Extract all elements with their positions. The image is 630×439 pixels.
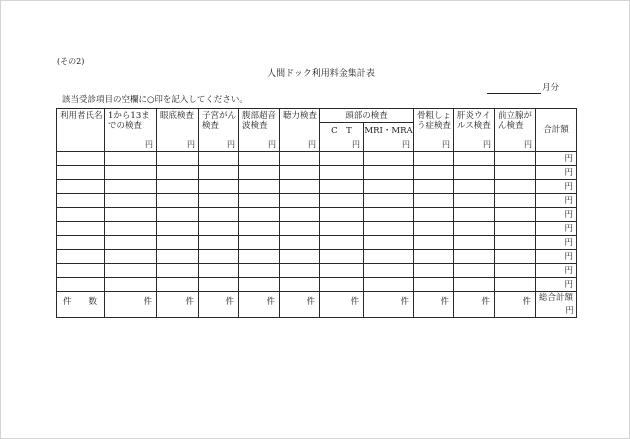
cell-osteoporosis bbox=[414, 166, 454, 180]
col-header-prostate-cancer bbox=[495, 109, 536, 152]
row-yen-unit: 円 bbox=[564, 181, 574, 192]
yen-unit: 円 bbox=[524, 140, 533, 149]
cell-hepatitis-virus bbox=[454, 264, 495, 278]
cell-hepatitis-virus bbox=[454, 236, 495, 250]
count-prostate-cancer bbox=[495, 292, 536, 318]
cell-head-ct bbox=[320, 166, 364, 180]
cell-total bbox=[536, 194, 577, 208]
cell-hearing bbox=[280, 166, 320, 180]
cell-fundus bbox=[157, 278, 199, 292]
cell-hepatitis-virus bbox=[454, 278, 495, 292]
cell-hearing bbox=[280, 194, 320, 208]
table-row bbox=[57, 194, 577, 208]
count-head-mri bbox=[364, 292, 414, 318]
cell-osteoporosis bbox=[414, 264, 454, 278]
cell-prostate-cancer bbox=[495, 278, 536, 292]
cell-name bbox=[57, 264, 105, 278]
cell-osteoporosis bbox=[414, 236, 454, 250]
cell-total bbox=[536, 278, 577, 292]
count-unit: 件 bbox=[400, 297, 410, 307]
cell-exam-1-13 bbox=[105, 250, 157, 264]
col-header-head-mri-label: MRI・MRA bbox=[364, 126, 413, 136]
col-header-abdominal-ultrasound bbox=[239, 109, 280, 152]
cell-osteoporosis bbox=[414, 194, 454, 208]
yen-unit: 円 bbox=[227, 140, 235, 149]
month-field bbox=[487, 83, 559, 94]
cell-head-mri bbox=[364, 152, 414, 166]
cell-osteoporosis bbox=[414, 180, 454, 194]
cell-fundus bbox=[157, 194, 199, 208]
cell-hearing bbox=[280, 236, 320, 250]
cell-hepatitis-virus bbox=[454, 222, 495, 236]
cell-prostate-cancer bbox=[495, 264, 536, 278]
cell-hearing bbox=[280, 180, 320, 194]
cell-head-ct bbox=[320, 222, 364, 236]
col-header-hepatitis-virus bbox=[454, 109, 495, 152]
cell-prostate-cancer bbox=[495, 222, 536, 236]
cell-hepatitis-virus bbox=[454, 152, 495, 166]
grand-total-cell bbox=[536, 292, 577, 318]
cell-prostate-cancer bbox=[495, 236, 536, 250]
cell-uterine-cancer bbox=[199, 180, 239, 194]
table-row bbox=[57, 236, 577, 250]
cell-fundus bbox=[157, 264, 199, 278]
cell-fundus bbox=[157, 250, 199, 264]
cell-abdominal-ultrasound bbox=[239, 180, 280, 194]
cell-head-mri bbox=[364, 180, 414, 194]
count-unit: 件 bbox=[143, 297, 152, 307]
cell-prostate-cancer bbox=[495, 152, 536, 166]
count-unit: 件 bbox=[522, 297, 532, 307]
cell-total bbox=[536, 166, 577, 180]
col-header-exam-1-13 bbox=[105, 109, 157, 152]
cell-hearing bbox=[280, 250, 320, 264]
col-header-fundus bbox=[157, 109, 199, 152]
instruction-text: 該当受診項目の空欄に○印を記入してください。 bbox=[62, 95, 248, 105]
cell-name bbox=[57, 236, 105, 250]
count-fundus bbox=[157, 292, 199, 318]
cell-head-ct bbox=[320, 194, 364, 208]
cell-uterine-cancer bbox=[199, 264, 239, 278]
cell-uterine-cancer bbox=[199, 236, 239, 250]
cell-exam-1-13 bbox=[105, 180, 157, 194]
cell-hepatitis-virus bbox=[454, 194, 495, 208]
cell-head-mri bbox=[364, 250, 414, 264]
count-abdominal-ultrasound bbox=[239, 292, 280, 318]
cell-head-mri bbox=[364, 236, 414, 250]
row-yen-unit: 円 bbox=[564, 279, 574, 290]
col-header-head-ct-label: C T bbox=[331, 126, 352, 136]
cell-osteoporosis bbox=[414, 222, 454, 236]
cell-name bbox=[57, 222, 105, 236]
count-unit: 件 bbox=[185, 297, 194, 307]
part-label: (その2) bbox=[57, 57, 85, 66]
count-unit: 件 bbox=[266, 297, 275, 307]
count-row bbox=[57, 292, 577, 318]
cell-exam-1-13 bbox=[105, 222, 157, 236]
table-row bbox=[57, 166, 577, 180]
cell-uterine-cancer bbox=[199, 152, 239, 166]
cell-head-ct bbox=[320, 180, 364, 194]
col-header-head-mri bbox=[364, 123, 414, 152]
cell-name bbox=[57, 180, 105, 194]
cell-total bbox=[536, 180, 577, 194]
col-header-name bbox=[57, 109, 105, 152]
cell-total bbox=[536, 208, 577, 222]
cell-exam-1-13 bbox=[105, 236, 157, 250]
cell-prostate-cancer bbox=[495, 166, 536, 180]
cell-osteoporosis bbox=[414, 152, 454, 166]
header-row bbox=[57, 109, 577, 123]
cell-uterine-cancer bbox=[199, 208, 239, 222]
cell-hepatitis-virus bbox=[454, 250, 495, 264]
cell-fundus bbox=[157, 222, 199, 236]
cell-name bbox=[57, 166, 105, 180]
row-yen-unit: 円 bbox=[564, 237, 574, 248]
cell-prostate-cancer bbox=[495, 180, 536, 194]
cell-abdominal-ultrasound bbox=[239, 278, 280, 292]
count-uterine-cancer bbox=[199, 292, 239, 318]
grand-total-unit: 円 bbox=[565, 306, 575, 316]
cell-name bbox=[57, 250, 105, 264]
cell-exam-1-13 bbox=[105, 264, 157, 278]
page-title: 人間ドック利用料金集計表 bbox=[267, 69, 375, 79]
fee-summary-table bbox=[56, 108, 577, 318]
count-hepatitis-virus bbox=[454, 292, 495, 318]
cell-uterine-cancer bbox=[199, 222, 239, 236]
cell-name bbox=[57, 278, 105, 292]
yen-unit: 円 bbox=[402, 140, 411, 149]
yen-unit: 円 bbox=[145, 140, 153, 149]
cell-fundus bbox=[157, 166, 199, 180]
cell-fundus bbox=[157, 236, 199, 250]
cell-head-mri bbox=[364, 264, 414, 278]
yen-unit: 円 bbox=[187, 140, 195, 149]
table-row bbox=[57, 180, 577, 194]
cell-head-ct bbox=[320, 250, 364, 264]
cell-fundus bbox=[157, 180, 199, 194]
cell-name bbox=[57, 208, 105, 222]
cell-head-mri bbox=[364, 278, 414, 292]
count-unit: 件 bbox=[350, 297, 359, 307]
cell-prostate-cancer bbox=[495, 250, 536, 264]
cell-exam-1-13 bbox=[105, 166, 157, 180]
cell-abdominal-ultrasound bbox=[239, 236, 280, 250]
cell-total bbox=[536, 152, 577, 166]
col-header-hearing bbox=[280, 109, 320, 152]
cell-abdominal-ultrasound bbox=[239, 208, 280, 222]
cell-hepatitis-virus bbox=[454, 166, 495, 180]
cell-total bbox=[536, 264, 577, 278]
cell-name bbox=[57, 152, 105, 166]
cell-uterine-cancer bbox=[199, 278, 239, 292]
cell-fundus bbox=[157, 208, 199, 222]
cell-head-ct bbox=[320, 236, 364, 250]
cell-prostate-cancer bbox=[495, 194, 536, 208]
count-label-cell bbox=[57, 292, 105, 318]
yen-unit: 円 bbox=[352, 140, 360, 149]
count-head-ct bbox=[320, 292, 364, 318]
table-row bbox=[57, 250, 577, 264]
col-header-name-label: 利用者氏名 bbox=[60, 111, 103, 121]
cell-head-mri bbox=[364, 222, 414, 236]
col-header-uterine-cancer-label: 子宮がん検査 bbox=[202, 111, 237, 131]
table-row bbox=[57, 278, 577, 292]
month-suffix: 月分 bbox=[542, 83, 560, 93]
grand-total-label: 総合計額 bbox=[539, 293, 574, 303]
cell-hearing bbox=[280, 208, 320, 222]
table-row bbox=[57, 222, 577, 236]
cell-osteoporosis bbox=[414, 208, 454, 222]
cell-exam-1-13 bbox=[105, 152, 157, 166]
cell-abdominal-ultrasound bbox=[239, 152, 280, 166]
row-yen-unit: 円 bbox=[564, 223, 574, 234]
cell-head-ct bbox=[320, 152, 364, 166]
col-header-head-label: 頭部の検査 bbox=[345, 110, 388, 121]
col-header-head-ct bbox=[320, 123, 364, 152]
col-header-osteoporosis-label: 骨粗しょう症検査 bbox=[417, 111, 452, 131]
cell-uterine-cancer bbox=[199, 250, 239, 264]
col-header-total bbox=[536, 109, 577, 152]
cell-hepatitis-virus bbox=[454, 180, 495, 194]
col-header-fundus-label: 眼底検査 bbox=[160, 111, 195, 121]
cell-exam-1-13 bbox=[105, 208, 157, 222]
yen-unit: 円 bbox=[308, 140, 316, 149]
col-header-hearing-label: 聴力検査 bbox=[283, 111, 318, 121]
count-unit: 件 bbox=[481, 297, 491, 307]
cell-head-mri bbox=[364, 166, 414, 180]
cell-total bbox=[536, 222, 577, 236]
row-yen-unit: 円 bbox=[564, 209, 574, 220]
row-yen-unit: 円 bbox=[564, 251, 574, 262]
cell-abdominal-ultrasound bbox=[239, 166, 280, 180]
col-header-total-label: 合計額 bbox=[543, 125, 569, 135]
row-yen-unit: 円 bbox=[564, 153, 574, 164]
cell-abdominal-ultrasound bbox=[239, 222, 280, 236]
cell-abdominal-ultrasound bbox=[239, 250, 280, 264]
cell-abdominal-ultrasound bbox=[239, 264, 280, 278]
col-header-head bbox=[320, 109, 414, 123]
col-header-uterine-cancer bbox=[199, 109, 239, 152]
cell-fundus bbox=[157, 152, 199, 166]
col-header-exam-1-13-label: 1から13までの検査 bbox=[108, 111, 150, 131]
col-header-abdominal-ultrasound-label: 腹部超音波検査 bbox=[242, 111, 277, 131]
cell-osteoporosis bbox=[414, 250, 454, 264]
cell-total bbox=[536, 236, 577, 250]
cell-head-ct bbox=[320, 278, 364, 292]
cell-exam-1-13 bbox=[105, 194, 157, 208]
cell-exam-1-13 bbox=[105, 278, 157, 292]
yen-unit: 円 bbox=[442, 140, 451, 149]
cell-hepatitis-virus bbox=[454, 208, 495, 222]
col-header-osteoporosis bbox=[414, 109, 454, 152]
cell-head-mri bbox=[364, 194, 414, 208]
month-blank-line bbox=[487, 84, 541, 94]
cell-head-ct bbox=[320, 264, 364, 278]
cell-abdominal-ultrasound bbox=[239, 194, 280, 208]
count-unit: 件 bbox=[440, 297, 450, 307]
table-row bbox=[57, 264, 577, 278]
count-osteoporosis bbox=[414, 292, 454, 318]
yen-unit: 円 bbox=[483, 140, 492, 149]
cell-osteoporosis bbox=[414, 278, 454, 292]
cell-name bbox=[57, 194, 105, 208]
count-exam-1-13 bbox=[105, 292, 157, 318]
cell-hearing bbox=[280, 222, 320, 236]
cell-prostate-cancer bbox=[495, 208, 536, 222]
cell-head-mri bbox=[364, 208, 414, 222]
count-label: 件 数 bbox=[63, 297, 98, 307]
cell-uterine-cancer bbox=[199, 194, 239, 208]
row-yen-unit: 円 bbox=[564, 265, 574, 276]
count-unit: 件 bbox=[225, 297, 234, 307]
table-row bbox=[57, 208, 577, 222]
count-unit: 件 bbox=[306, 297, 315, 307]
row-yen-unit: 円 bbox=[564, 195, 574, 206]
cell-uterine-cancer bbox=[199, 166, 239, 180]
table-row bbox=[57, 152, 577, 166]
col-header-prostate-cancer-label: 前立腺がん検査 bbox=[498, 111, 533, 131]
row-yen-unit: 円 bbox=[564, 167, 574, 178]
cell-hearing bbox=[280, 152, 320, 166]
col-header-hepatitis-virus-label: 肝炎ウイルス検査 bbox=[457, 111, 491, 131]
cell-hearing bbox=[280, 278, 320, 292]
cell-total bbox=[536, 250, 577, 264]
cell-hearing bbox=[280, 264, 320, 278]
count-hearing bbox=[280, 292, 320, 318]
cell-head-ct bbox=[320, 208, 364, 222]
yen-unit: 円 bbox=[268, 140, 276, 149]
